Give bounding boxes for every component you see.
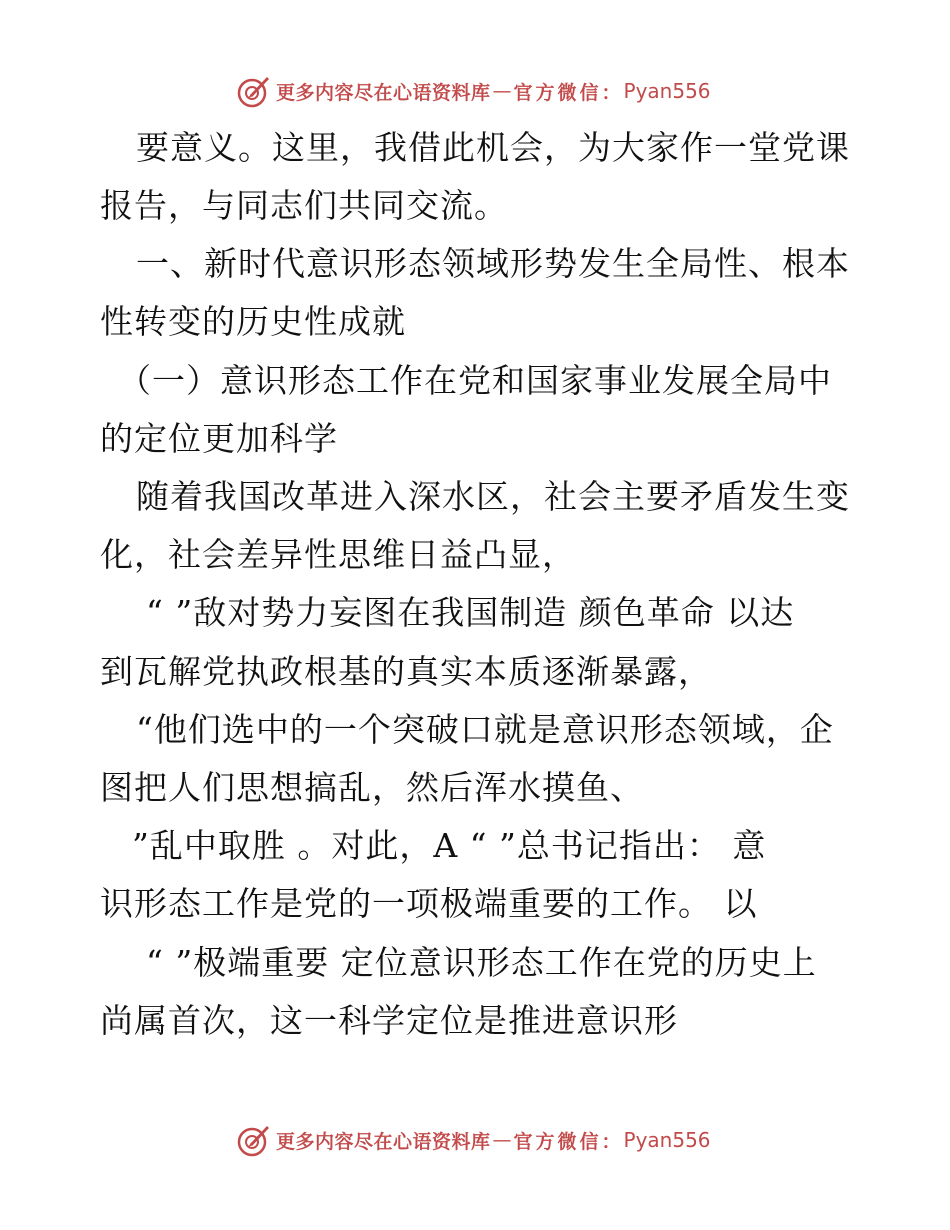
text-line: “ ”极端重要 定位意识形态工作在党的历史上 [146, 943, 817, 982]
watermark-text: 更多内容尽在心语资料库 [276, 1130, 491, 1153]
subsection-heading-line: （一）意识形态工作在党和国家事业发展全局中 [118, 361, 832, 400]
text-line: ”乱中取胜 。对此，A “ ”总书记指出： 意 [132, 826, 767, 865]
quill-logo-icon [236, 1122, 272, 1158]
text-line: 化，社会差异性思维日益凸显， [100, 535, 576, 574]
watermark-wechat-id: Pyan556 [623, 1128, 711, 1152]
watermark-footer [236, 1122, 711, 1158]
watermark-separator: — [492, 1129, 512, 1151]
watermark-wechat-label: 官方微信： [513, 81, 624, 104]
section-heading-line: 一、新时代意识形态领域形势发生全局性、根本 [136, 244, 850, 283]
watermark-header [236, 73, 711, 109]
text-line: 图把人们思想搞乱，然后浑水摸鱼、 [100, 768, 644, 807]
watermark-wechat-id: Pyan556 [623, 79, 711, 103]
text-line: “ ”敌对势力妄图在我国制造 颜色革命 以达 [146, 593, 795, 632]
text-line: 识形态工作是党的一项极端重要的工作。 以 [100, 884, 758, 923]
text-line: 要意义。这里，我借此机会，为大家作一堂党课 [136, 128, 850, 167]
section-heading-line: 性转变的历史性成就 [100, 302, 406, 341]
text-line: “他们选中的一个突破口就是意识形态领域，企 [136, 710, 834, 749]
text-line: 随着我国改革进入深水区，社会主要矛盾发生变 [136, 477, 850, 516]
quill-logo-icon [236, 73, 272, 109]
subsection-heading-line: 的定位更加科学 [100, 419, 338, 458]
watermark-wechat-label: 官方微信： [513, 1130, 624, 1153]
watermark-text: 更多内容尽在心语资料库 [276, 81, 491, 104]
text-line: 尚属首次，这一科学定位是推进意识形 [100, 1001, 678, 1040]
watermark-separator: — [492, 80, 512, 102]
text-line: 到瓦解党执政根基的真实本质逐渐暴露， [100, 652, 712, 691]
text-line: 报告，与同志们共同交流。 [100, 186, 508, 225]
